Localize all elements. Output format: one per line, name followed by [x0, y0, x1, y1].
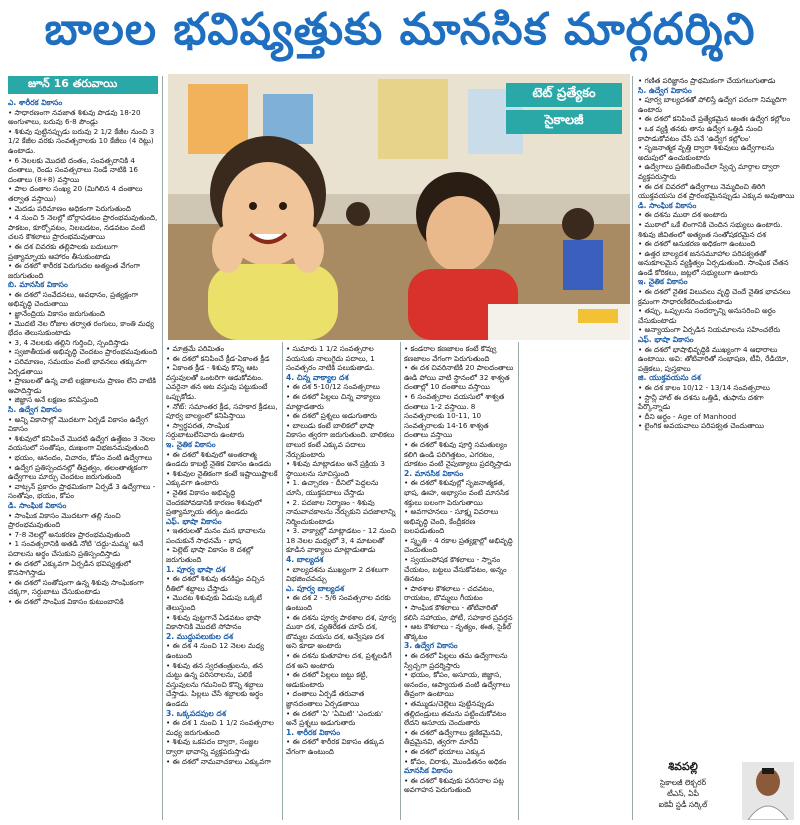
bullet-text: • శిశువు పుట్టినప్పుడు బరువు 2 1/2 కేజీల నుంచి 3 1/2 కేజీల వరకు సంవత్సరాలకు 10 కేజీలు (4 రెట్లు) ఉంటాడు. — [8, 126, 155, 155]
bullet-text: • తమ్ముడు/చెల్లెలు పుట్టినప్పుడు తల్లిదండ్రులు తమను పట్టించుకోవటం లేదని అసూయ చెందుతారు — [404, 698, 507, 728]
section-heading: 3. ఉద్వేగ వికాసం — [404, 641, 458, 651]
section-heading: 4. చిన్న వాక్యాల దశ — [286, 372, 349, 382]
bullet-text: • శిశువు తన స్వరతంత్రులను, తన చుట్టు ఉన్న పరిసరాలను, పలికే వస్తువులను గమనించి కొన్ని శబ్దాలు చేస్తాడు. పిల్లలు చేసే శబ్దాలకు అర్థం ఉండదు — [166, 660, 264, 708]
bullet-text: • ఈ దశను కుతూహల దశ, ప్రశ్నలడిగే దశ అని అంటారు — [286, 651, 392, 670]
bullet-text: • సాంఘిక వికాసం మొదటగా తల్లి నుంచి ప్రారంభమవుతుంది — [8, 510, 121, 530]
author-box — [628, 760, 798, 822]
bullet-text: • ఒక వ్యక్తి తనకు తాను ఉద్వేగ ఒత్తిడి నుంచి కాపాడుకోవటం చేసే పనే 'ఉద్వేగ కల్లోలం' — [638, 123, 763, 143]
section-heading: 2. ముద్దుపలుకుల దశ — [166, 631, 234, 641]
column-2 — [166, 344, 278, 820]
author-location: టీఎస్, ఏపీ — [667, 789, 699, 798]
bullet-text: • లైంగిక అవయవాలు పరిపక్వత చెందుతాయి — [638, 421, 765, 431]
bullet-text: • తప్పు, ఒప్పులను సందర్భాన్ని అనుసరించి అర్థం చేసుకుంటాడు — [638, 306, 776, 325]
bullet-text: • మాత్రమే పరిమితం — [166, 344, 225, 353]
bullet-text: • ఈ దశలో కనిపించే ప్రత్యేకమైన అంతః ఉద్వేగ కల్లోలం — [638, 114, 791, 124]
bullet-text: • ఈ దశలో శిశువుల్లో సృజనాత్మకత, భాష, ఊహ, అభ్యాసం వంటి మానసిక శక్తులు బలంగా పెరుగుతాయి — [404, 478, 509, 507]
bullet-text: • భయం, కోపం, అసూయ, జిజ్ఞాస, ఆనందం, ఆప్యాయత వంటి ఉద్వేగాలు తీవ్రంగా ఉంటాయి — [404, 670, 511, 699]
section-heading: సి. ఉద్వేగ వికాసం — [638, 85, 692, 95]
bullet-text: • నోట్: సమాంతర క్రీడ, సహకార క్రీడలు, పూర్వ బాల్యంలో కనిపిస్తాయి — [166, 401, 278, 421]
section-heading: 3. ఒక్కపదపుల దశ — [166, 708, 226, 718]
section-heading: ఎఫ్. భాషా వికాసం — [638, 335, 694, 345]
bullet-text: • ఈ దశలో పిల్లలు తమ ఉద్వేగాలను స్వేచ్ఛగా ప్రదర్శిస్తారు — [404, 651, 508, 670]
bullet-text: • ఏకాంత క్రీడ - శిశువు కొన్ని ఆట వస్తువులతో ఒంటరిగా ఆడుకోవటం. ఎవరైనా తన ఆట వస్తువు పట్టుకుంటే ఒప్పుకోడు. — [166, 363, 268, 401]
bullet-text: • ఈ దశలో అనుకరణ అధికంగా ఉంటుంది — [638, 239, 756, 249]
bullet-text: • బాల్యదశను ముఖ్యంగా 2 దశలుగా విభజించవచ్చు — [286, 564, 389, 584]
section-heading: 1. పూర్వ భాషా దశ — [166, 564, 226, 574]
bullet-text: • 7-8 నెలల్లో అనుకరణ ప్రారంభమవుతుంది — [8, 529, 131, 539]
bullet-text: • ఈ దశలో సంతోషంగా ఉన్న శిశువు సాంఘికంగా చక్కగా, సర్దుబాటు చేసుకుంటాడు — [8, 577, 144, 597]
bullet-text: • ఉత్తర బాల్యదశ జనసమూహాల పరిపక్వతతో అనుకూలమైన వ్యక్తిత్వం ఏర్పడుతుంది. సాంఘిక చేతన ఉండే కోరికలు, జట్లలో సభ్యులుగా ఉంటారు — [638, 248, 789, 277]
section-heading: 2. మానసిక వికాసం — [404, 468, 464, 478]
bullet-text: • బాలుడు కంటే బాలికలో భాషా వికాసం త్వరగా జరుగుతుంది. బాలికలు బాలుర కంటే ఎక్కువ పదాలు నేర్చుకుంటారు — [286, 420, 395, 459]
bullet-text: • ఈ దశలో ఎక్కువగా ఏర్పడిన భవిష్యత్తులో కొనసాగిస్తాడు — [8, 558, 131, 578]
bullet-text: • ఈ దశలో శారీరక వికాసం తక్కువ వేగంగా ఉంటుంది — [286, 737, 384, 756]
bullet-text: • కండరాల కణజాలం కంటే కొవ్వు కణజాలం వేగంగా పెరుగుతుంది — [404, 344, 497, 363]
bullet-text: • ఆట కౌశలాలు - నృత్యం, ఈత, సైకిల్ తొక్కటం — [404, 622, 512, 641]
bullet-text: • ఈ దశలో శిశువులో అంతరాత్మ ఉండదు కాబట్టి నైతిక వికాసం ఉండదు — [166, 449, 272, 469]
bullet-text: • ముఠాలో ఒకే లింగానికి చెందిన సభ్యులు ఉంటారు. శిశువు జీవితంలో అత్యంత సంతోషకరమైన దశ — [638, 219, 783, 239]
bullet-text: • స్వార్థపరత, సాంఘిక సర్దుబాటులేనివారు ఉంటారు — [166, 420, 245, 440]
column-divider — [162, 76, 163, 820]
author-institute: ఐకెవీ స్టడీ సర్కిల్ — [658, 800, 708, 809]
bullet-text: • శిశువుల నైతికంగా కంటే ఇష్టాయిష్టాలకే ఎక్కువగా ఉంటారు — [166, 468, 278, 488]
bullet-text: • ఈ దశలో సాంఘిక వికాసం కుటుంబానికి — [8, 596, 124, 606]
bullet-text: • పూర్వ బాల్యదశతో పోలిస్తే ఉద్వేగ పరంగా నిమ్మదిగా ఉంటారు — [638, 95, 787, 114]
bullet-text: • స్వయంపోషక కౌశలాలు - స్నానం చేయటం, బట్టలు వేసుకోవటం, అన్నం తినటం — [404, 555, 507, 584]
bullet-text: • ఈ దశను ముఠా దశ అంటారు — [638, 210, 728, 220]
bullet-text: • సాంఘిక కౌశలాలు - తోటివారితో కలిసి సహాయం, పోటీ, సహకార ప్రవర్తన — [404, 603, 513, 622]
author-photo — [742, 762, 794, 820]
bullet-text: • ప్రాణులతో ఉన్న వాటి లక్షణాలను ప్రాణం లేని వాటికి ఆపాదిస్తాడు — [8, 376, 156, 395]
bullet-text: • శిశువులో కనిపించే మొదటి ఉద్వేగ ఉత్తేజం 3 నెలల వయసులో సంతోషం, దుఃఖంగా విభజనమవుతుంది — [8, 433, 156, 453]
bullet-text: • ఈ దశ చివరలో ఉద్వేగాలు నెమ్మదించి తిరిగి యుక్తవయసు దశ ప్రారంభమైనప్పుడు ఎక్కువ అవుతాయి — [638, 181, 795, 201]
bullet-text: • మొదటి నెల రోజుల తర్వాత రంగులు, కాంతి మధ్య భేదం తెలుసుకుంటాడు — [8, 318, 154, 338]
bullet-text: • ఈ దశలో 'ఏ' 'ఏమిటి' 'ఎందుకు' అనే ప్రశ్నలు అడుగుతారు — [286, 708, 384, 728]
bullet-text: • 6 నెలలకు మొదటి దంతం, సంవత్సరానికి 4 దంతాలు, రెండు సంవత్సరాలు నిండే నాటికి 16 దంతాలు (8+8) వస్తాయి — [8, 155, 138, 184]
bullet-text: • 4 నుంచి 5 నెలల్లో బోర్లాపడటం ప్రారంభమవుతుంది, పాకటం, కూర్చోవటం, నిలబడటం, నడవటం వంటి చలన కౌశలాలు ప్రారంభమవుతాయి — [8, 213, 158, 242]
bullet-text: • సాధారణంగా నవజాత శిశువు పొడవు 18-20 అంగుళాలు, బరువు 6-8 పౌండ్లు — [8, 107, 141, 127]
bullet-text: • శిశువు పుట్టగానే ఏడవటం భాషా వికాసానికి మొదటి సోపానం — [166, 612, 261, 632]
bullet-text: • ఈ దశలో శారీరక పెరుగుదల అత్యంత వేగంగా జరుగుతుంది — [8, 261, 141, 280]
bullet-text: • ఈ దశలో కనిపించే క్రీడ-ఏకాంత క్రీడ — [166, 353, 270, 363]
bullet-text: • స్టాన్లీ హాల్ ఈ దశను ఒత్తిడి, తుఫాను దశగా పేర్కొన్నాడు — [638, 392, 764, 412]
bullet-text: • ఈ దశలో నైతిక విలువలు వృద్ధి చెందే నైతిక భావనలు క్రమంగా సాధారణీకరించుకుంటాడు — [638, 287, 791, 306]
bullet-text: • జిజ్ఞాస అనే లక్షణం కనిపిస్తుంది — [8, 395, 99, 405]
section-heading: మానసిక వికాసం — [404, 766, 453, 776]
bullet-text: • పాల దంతాల సంఖ్య 20 (మిగిలిన 4 దంతాలు తర్వాత వస్తాయి) — [8, 184, 143, 203]
column-5 — [638, 76, 796, 756]
column-4 — [404, 344, 514, 820]
bullet-text: • దీని అర్థం - Age of Manhood — [638, 411, 737, 421]
bullet-text: • అన్యాయంగా ఏర్పడిన నియమాలను సహించలేరు — [638, 325, 781, 335]
column-3 — [286, 344, 396, 820]
bullet-text: • 2. పదజాల నిర్మాణం - శిశువు నామవాచకాలను నేర్చుకుని పదజాలాన్ని నిర్మించుకుంటాడు — [286, 497, 396, 526]
bullet-text: • సృజనాత్మక వృత్తి ద్వారా శిశువులు ఉద్వేగాలను అదుపులో ఉంచుకుంటారు — [638, 143, 775, 162]
bullet-text: • ఈ దశలో ఉద్వేగాలు క్షణికమైనవి, తీవ్రమైనవి, త్వరగా మారేవి — [404, 727, 503, 747]
section-heading: ఇ. నైతిక వికాసం — [638, 277, 688, 287]
section-heading: ఇ. నైతిక వికాసం — [166, 439, 216, 449]
section-heading: 1. శారీరక వికాసం — [286, 727, 341, 737]
bullet-text: • నైతిక వికాసం అభివృద్ధి చెందకపోవడానికి కారణం శిశువులో ప్రత్యామ్నాయ తర్కం ఉండదు — [166, 487, 262, 517]
bullet-text: • భయం, ఆనందం, విచారం, కోపం వంటి ఉద్వేగాలు — [8, 452, 153, 462]
column-divider — [518, 342, 519, 820]
bullet-text: • ఈ దశ 5-10/12 సంవత్సరాలు — [286, 382, 380, 392]
bullet-text: • ఈ దశ 4 నుంచి 12 నెలల మధ్య ఉంటుంది — [166, 641, 264, 660]
column-divider — [632, 76, 633, 820]
bullet-text: • ఈ దశ కాలం 10/12 - 13/14 సంవత్సరాలు — [638, 383, 770, 392]
bullet-text: • దంతాలు ఏర్పడే తరువాత జ్ఞానదంతాలు ఏర్పడతాయి — [286, 689, 365, 708]
headline: బాలల భవిష్యత్తుకు మానసిక మార్గదర్శిని — [44, 4, 756, 55]
bullet-text: • పాఠశాల కౌశలాలు - చదవటం, రాయటం, బొమ్మలు గీయటం — [404, 583, 495, 603]
bullet-text: • కోపం, చిరాకు, మొండితనం అధికం — [404, 756, 507, 766]
author-role: సైకాలజీ లెక్చరర్ — [659, 778, 707, 787]
section-heading: సి. ఉద్వేగ వికాసం — [8, 405, 62, 414]
bullet-text: • ఈ దశలో సంవేదనలు, అవధానం, ప్రత్యక్షంగా అభివృద్ధి చెందుతాయి — [8, 289, 139, 309]
date-label: జూన్ 16 తరువాయి — [8, 76, 158, 94]
bullet-text: • ఇతరులతో మనం మన భావాలను పంచుకునే సాధనమే - భాష — [166, 526, 266, 545]
bullet-text: • ఈ దశలో శిశువు తనకిష్టం వచ్చిన రీతిలో శబ్దాలు చేస్తాడు — [166, 574, 265, 593]
bullet-text: • పెల్లెట్ భాషా వికాసం 8 దశల్లో జరుగుతుంది — [166, 545, 254, 565]
bullet-text: • గణిత పరిజ్ఞానం ప్రాథమికంగా చేయగలుగుతాడు — [638, 76, 776, 85]
bullet-text: • ఈ దశలో నామవాచకాలు ఎక్కువగా — [166, 756, 272, 766]
bullet-text: • 1 సంవత్సరానికి అతడి నోటి 'దద్దు-మమ్మ' అనే పదాలను అర్థం చేసుకుని ప్రతిస్పందిస్తాడు — [8, 539, 144, 558]
bullet-text: • మెదడు పరిమాణం అధికంగా పెరుగుతుంది — [8, 203, 131, 213]
bullet-text: • సుమారు 1 1/2 సంవత్సరాల వయసుకు నాలుగైదు పదాలు, 1 సంవత్సరం నాటికి పలుకుతాడు. — [286, 344, 375, 373]
bullet-text: • ఈ దశలో భయాలు ఎక్కువ — [404, 746, 486, 756]
column-divider — [282, 342, 283, 820]
bullet-text: • ఈ దశ చివరినాటికి 20 పాలదంతాలు ఊడి పోయి వాటి స్థానంలో 32 శాశ్వత దంతాల్లో 10 దంతాలు వస్తాయి — [404, 363, 514, 392]
bullet-text: • ఈ దశ 1 నుంచి 1 1/2 సంవత్సరాల మధ్య జరుగుతుంది — [166, 718, 274, 737]
bullet-text: • వాట్సన్ ప్రకారం ప్రాథమికంగా ఏర్పడే 3 ఉద్వేగాలు - సంతోషం, భయం, కోపం — [8, 481, 156, 501]
bullet-text: • ఈ దశ 2 - 5/6 సంవత్సరాల వరకు ఉంటుంది — [286, 593, 391, 613]
section-heading: డి. సాంఘిక వికాసం — [638, 200, 697, 210]
bullet-text: • అవగాహనలు - సూక్ష్మ వివరాలు అభివృద్ధి చెంది, కేంద్రీకరణ బలపడుతుంది — [404, 507, 499, 536]
bullet-text: • 6 సంవత్సరాల వయసులో శాశ్వత దంతాలు 1-2 వస్తాయి. 8 సంవత్సరాలకు 10-11, 10 సంవత్సరాలకు 14-16 శాశ్వత దంతాలు వస్తాయి — [404, 391, 505, 440]
bullet-text: • ఈ దశలో భాషాభివృద్ధికి ముఖ్యంగా 4 ఆధారాలు ఉంటాయి. అవి: తోటివారితో సంభాషణ, టీవీ, రేడియో, పత్రికలు, పుస్తకాలు — [638, 344, 789, 373]
bullet-text: • ఈ దశలో శిశువుకు పరిసరాల పట్ల అవగాహన పెరుగుతుంది — [404, 775, 504, 795]
bullet-text: • ఉద్వేగాలు ప్రతిబింబించేలా స్వేచ్ఛ మార్గాల ద్వారా వ్యక్తపరుస్తారు — [638, 162, 780, 181]
author-name: శివపల్లి — [668, 760, 698, 773]
bullet-text: • 3, 4 నెలలకు తల్లిని గుర్తించి, స్పందిస్తాడు — [8, 337, 129, 347]
bullet-text: • 3. వాక్యాల్లో మాట్లాడటం - 12 నుంచి 18 నెలల మధ్యలో 3, 4 మాటలతో కూడిన వాక్యాలు మాట్లాడుతాడు — [286, 526, 396, 555]
bullet-text: • జ్ఞానేంద్రియ వికాసం జరుగుతుంది — [8, 309, 105, 319]
bullet-text: • ఈ దశలో శిశువు పూర్తి సమతుల్యం కలిగి ఉండి పరిగెత్తటం, ఎగరటం, దూకటం వంటి నైపుణ్యాలు ప్రదర్శిస్తాడు — [404, 439, 512, 469]
bullet-text: • శిశువు మాట్లాడటం అనే ప్రక్రియ 3 స్థాయిలను సూచిస్తుంది — [286, 459, 385, 478]
section-heading: ఎ. శారీరక వికాసం — [8, 98, 63, 107]
bullet-text: • ఈ దశలో ప్రశ్నలు అడుగుతారు — [286, 411, 377, 421]
bullet-text: • శిశువు ఒకపదం ద్వారా, సంజ్ఞల ద్వారా భావాన్ని వ్యక్తపరుస్తాడు — [166, 737, 259, 756]
bullet-text: • 1. ఉచ్చారణ - దీనిలో పెద్దలను చూసి, యుక్తపదాలు చేస్తాడు — [286, 478, 379, 497]
section-heading: ఎఫ్. భాషా వికాసం — [166, 516, 222, 526]
bullet-text: • స్మృతి - 4 రకాల ప్రత్యక్షాల్లో అభివృద్ధి చెందుతుంది — [404, 535, 513, 555]
tet-badge: టెట్ ప్రత్యేకం — [506, 83, 622, 107]
section-heading: బి. మానసిక వికాసం — [8, 280, 68, 290]
section-heading: 4. బాల్యదశ — [286, 555, 324, 565]
bullet-text: • ఈ దశ చివరకు తల్లిపాలకు బదులుగా ప్రత్యామ్నాయ ఆహారం తీసుకుంటాడు — [8, 241, 118, 261]
bullet-text: • ఈ దశలో పిల్లలు చిన్న వాక్యాలు మాట్లాడతారు — [286, 391, 381, 411]
bullet-text: • మొదట శిశువుకు ఏడుపు ఒక్కటే తెలుస్తుంది — [166, 593, 262, 613]
bullet-text: • ఈ దశలో పిల్లలు జట్టు కట్టి, ఆడుకుంటారు — [286, 670, 368, 689]
bullet-text: • స్వజాతీయత అభివృద్ధి చెందటం ప్రారంభమవుతుంది — [8, 347, 158, 357]
section-heading: ఎ. పూర్వ బాల్యదశ — [286, 583, 345, 593]
bullet-text: • ఉద్వేగ ప్రతిస్పందనల్లో తీవ్రత్వం, తలంతాత్మకంగా ఉద్వేగాలు మార్పు చెందటం జరుగుతుంది — [8, 462, 148, 482]
column-divider — [400, 342, 401, 820]
subject-badge: సైకాలజీ — [506, 110, 622, 134]
bullet-text: • అన్ని వికాసాల్లో మొదటగా ఏర్పడే వికాసం ఉద్వేగ వికాసం — [8, 414, 148, 434]
section-heading: డి. సాంఘిక వికాసం — [8, 500, 67, 510]
column-1 — [8, 98, 158, 820]
bullet-text: • ఈ దశను పూర్వ పాఠశాల దశ, పూర్వ ముఠా దశ, వ్యతిరేకత చూపే దశ, బొమ్మల వయసు దశ, అన్వేషణ దశ అని కూడా అంటారు — [286, 612, 396, 651]
section-heading: జి. యుక్తవయసు దశ — [638, 373, 701, 383]
bullet-text: • పరిమాణం, సమయం వంటి భావనలు తక్కువగా ఏర్పడతాయి — [8, 357, 147, 376]
